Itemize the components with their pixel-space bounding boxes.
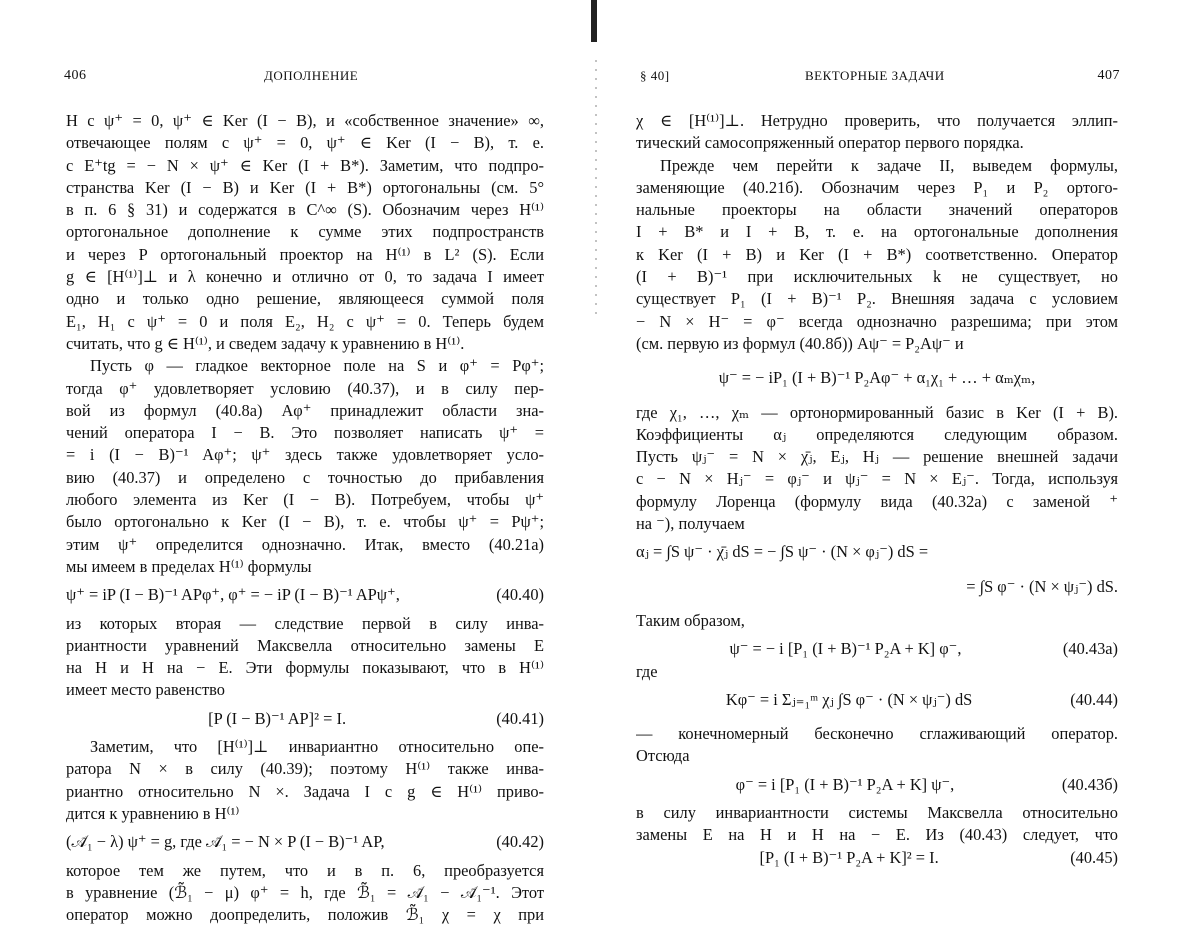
text-line: мы имеем в пределах H⁽¹⁾ формулы xyxy=(66,556,312,576)
text-line: вой из формул (40.8а) Aφ⁺ принадлежит области зна- xyxy=(66,400,544,420)
text-line: g ∈ [H⁽¹⁾]⊥ и λ конечно и отлично от 0, то задача I имеет xyxy=(66,267,544,287)
text-line: в силу инвариантности системы Максвелла относительно xyxy=(636,803,1118,823)
text-line: существует P₁ (I + B)⁻¹ P₂. Внешняя задача с условием xyxy=(636,289,1118,309)
equation-40-44 xyxy=(636,689,1118,711)
left-page-number: 406 xyxy=(64,68,87,83)
equation-alpha-j xyxy=(636,541,1118,563)
equation-body: [P (I − B)⁻¹ AP]² = I. xyxy=(208,708,347,728)
text-line: на ⁻), получаем xyxy=(636,514,745,534)
text-line: в п. 6 § 31) и содержатся в C^∞ (S). Обозначим через H⁽¹⁾ xyxy=(66,200,544,220)
equation-body: (𝒜̃₁ − λ) ψ⁺ = g, где 𝒜̃₁ = − N × P (I − B)⁻¹ AP, xyxy=(66,832,385,852)
text-line: ортогональное дополнение к сумме этих подпространств xyxy=(66,222,544,242)
equation-40-45 xyxy=(636,847,1118,869)
equation-body: φ⁻ = i [P₁ (I + B)⁻¹ P₂A + K] ψ⁻, xyxy=(735,774,955,794)
text-line: считать, что g ∈ H⁽¹⁾, и сведем задачу к уравнению в H⁽¹⁾. xyxy=(66,333,465,353)
text-line: Отсюда xyxy=(636,746,690,766)
text-line: χ ∈ [H⁽¹⁾]⊥. Нетрудно проверить, что получается эллип- xyxy=(636,111,1118,130)
right-page xyxy=(600,0,1200,931)
text-line: H с ψ⁺ = 0, ψ⁺ ∈ Ker (I − B), и «собственное значение» ∞, xyxy=(66,111,544,130)
left-running-title: ДОПОЛНЕНИЕ xyxy=(264,68,359,83)
text-line: вию (40.37) и определено с точностью до прибавления xyxy=(66,467,544,487)
text-line: где χ₁, …, χₘ — ортонормированный базис в Ker (I + B). xyxy=(636,402,1118,422)
text-line: с − N × Hⱼ⁻ = φⱼ⁻ и ψⱼ⁻ = N × Eⱼ⁻. Тогда, используя xyxy=(636,469,1118,489)
text-line: = i (I − B)⁻¹ Aφ⁺; ψ⁺ здесь также удовлетворяет усло- xyxy=(66,445,544,465)
text-line: Коэффициенты αⱼ определяются следующим образом. xyxy=(636,424,1118,444)
text-line: одно и только одно решение, являющееся суммой поля xyxy=(66,289,544,309)
text-line: ратора N × в силу (40.39); поэтому H⁽¹⁾ также инва- xyxy=(66,759,544,779)
text-line: — конечномерный бесконечно сглаживающий оператор. xyxy=(636,724,1118,744)
right-page-number: 407 xyxy=(1097,68,1120,83)
equation-40-43b xyxy=(636,774,1118,796)
equation-number: (40.40) xyxy=(496,585,544,605)
text-line: и через P ортогональный проектор на H⁽¹⁾ в L² (S). Если xyxy=(66,244,544,264)
equation-40-43a xyxy=(636,638,1118,660)
right-section-mark: § 40] xyxy=(640,68,670,83)
text-line: нальные проекторы на области значений операторов xyxy=(636,200,1118,220)
text-line: (I + B)⁻¹ при исключительных k не существует, но xyxy=(636,267,1118,287)
text-line: I + B* и I + B, т. е. на ортогональные дополнения xyxy=(636,222,1118,242)
text-line: формулу Лоренца (формулу вида (40.32а) с заменой ⁺ xyxy=(636,491,1118,511)
equation-40-40 xyxy=(66,584,544,606)
left-text-column xyxy=(66,110,544,926)
equation-number: (40.43а) xyxy=(1062,639,1118,659)
text-line: заменяющие (40.21б). Обозначим через P₁ и P₂ ортого- xyxy=(636,177,1118,197)
text-line: в уравнение (ℬ̃₁ − μ) φ⁺ = h, где ℬ̃₁ = 𝒜̃₁ − 𝒜̃₁⁻¹. Этот xyxy=(66,882,544,902)
text-line: где xyxy=(636,661,658,681)
text-line: этим ψ⁺ определится однозначно. Итак, вместо (40.21а) xyxy=(66,534,544,554)
text-line: которое тем же путем, что и в п. 6, преобразуется xyxy=(66,860,544,880)
right-text-column xyxy=(636,110,1118,869)
text-line: Заметим, что [H⁽¹⁾]⊥ инвариантно относительно опе- xyxy=(90,737,544,757)
equation-number: (40.44) xyxy=(1070,689,1118,709)
text-line: из которых вторая — следствие первой в силу инва- xyxy=(66,613,544,633)
text-line: было ортогонально к Ker (I − B), т. е. чтобы ψ⁺ = Pψ⁺; xyxy=(66,512,544,532)
equation-body: Kφ⁻ = i Σⱼ₌₁ᵐ χⱼ ∫S φ⁻ · (N × ψⱼ⁻) dS xyxy=(725,689,973,709)
equation-40-42 xyxy=(66,831,544,853)
text-line: любого элемента из Ker (I − B). Потребуем, чтобы ψ⁺ xyxy=(66,490,544,510)
equation-number: (40.41) xyxy=(496,708,544,728)
equation-body: ψ⁻ = − iP₁ (I + B)⁻¹ P₂Aφ⁻ + α₁χ₁ + … + αₘχₘ, xyxy=(718,368,1036,388)
equation-body: ψ⁺ = iP (I − B)⁻¹ APφ⁺, φ⁺ = − iP (I − B)⁻¹ APψ⁺, xyxy=(66,585,400,605)
text-line: имеет место равенство xyxy=(66,680,225,700)
text-line: риантно относительно N ×. Задача I с g ∈ H⁽¹⁾ приво- xyxy=(66,781,544,801)
equation-number: (40.43б) xyxy=(1061,774,1118,794)
equation-body: αⱼ = ∫S ψ⁻ · χ̄ⱼ dS = − ∫S ψ⁻ · (N × φⱼ⁻) dS = xyxy=(636,542,929,562)
text-line: риантности уравнений Максвелла относительно замены E xyxy=(66,635,544,655)
text-line: к Ker (I + B) и Ker (I + B*) соответственно. Оператор xyxy=(636,244,1118,264)
equation-psi-minus xyxy=(636,367,1118,389)
equation-body: ψ⁻ = − i [P₁ (I + B)⁻¹ P₂A + K] φ⁻, xyxy=(729,639,962,659)
equation-40-41 xyxy=(66,708,544,730)
equation-body: [P₁ (I + B)⁻¹ P₂A + K]² = I. xyxy=(759,847,939,867)
equation-number: (40.42) xyxy=(496,832,544,852)
text-line: тогда φ⁺ удовлетворяет условию (40.37), и в силу пер- xyxy=(66,378,544,398)
text-line: оператор можно доопределить, положив ℬ̃₁ χ = χ при xyxy=(66,905,544,925)
text-line: тический самосопряженный оператор первого порядка. xyxy=(636,133,1024,153)
text-line: Таким образом, xyxy=(636,610,745,630)
text-line: (см. первую из формул (40.8б)) Aψ⁻ = P₂Aψ⁻ и xyxy=(636,333,964,353)
text-line: чений оператора I − B. Это позволяет написать ψ⁺ = xyxy=(66,423,544,443)
equation-alpha-j-cont xyxy=(636,576,1118,598)
text-line: на H и H на − E. Эти формулы показывают, что в H⁽¹⁾ xyxy=(66,658,544,678)
text-line: − N × H⁻ = φ⁻ всегда однозначно разрешима; при этом xyxy=(636,311,1118,331)
text-line: E₁, H₁ с ψ⁺ = 0 и поля E₂, H₂ с ψ⁺ = 0. Теперь будем xyxy=(66,311,544,331)
text-line: странства Ker (I − B) и Ker (I + B*) ортогональны (см. 5° xyxy=(66,177,544,197)
right-running-title: ВЕКТОРНЫЕ ЗАДАЧИ xyxy=(805,68,945,83)
text-line: отвечающее полям с ψ⁺ = 0, ψ⁺ ∈ Ker (I − B), т. е. xyxy=(66,133,544,153)
text-line: дится к уравнению в H⁽¹⁾ xyxy=(66,803,240,823)
equation-number: (40.45) xyxy=(1070,847,1118,867)
text-line: Пусть φ — гладкое векторное поле на S и φ⁺ = Pφ⁺; xyxy=(90,356,544,376)
text-line: с E⁺tg = − N × ψ⁺ ∈ Ker (I + B*). Заметим, что подпро- xyxy=(66,155,544,175)
text-line: Прежде чем перейти к задаче II, выведем формулы, xyxy=(660,155,1118,175)
text-line: замены E на H и H на − E. Из (40.43) следует, что xyxy=(636,825,1118,845)
text-line: Пусть ψⱼ⁻ = N × χ̄ⱼ, Eⱼ, Hⱼ — решение внешней задачи xyxy=(636,447,1118,467)
equation-body: = ∫S φ⁻ · (N × ψⱼ⁻) dS. xyxy=(966,576,1118,596)
